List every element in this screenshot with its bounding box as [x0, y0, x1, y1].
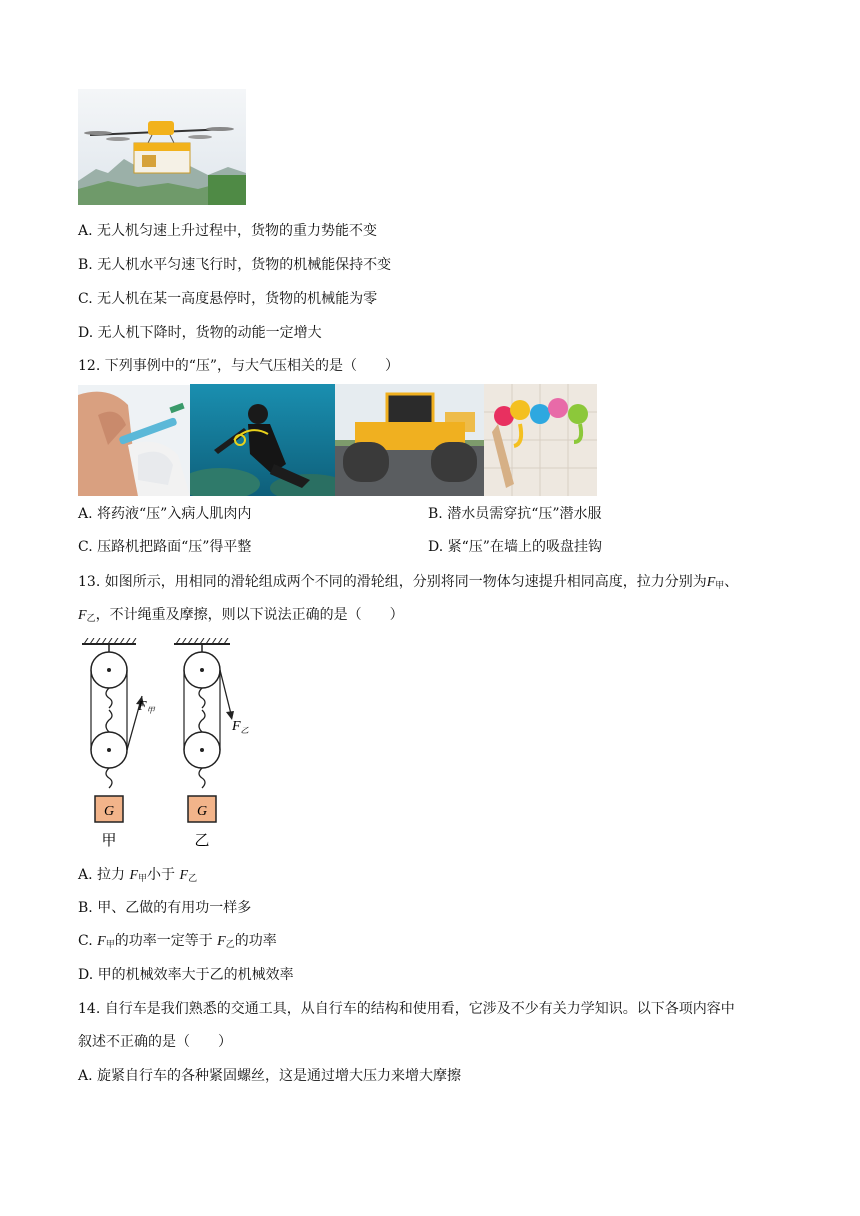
force-yi-label: $F_乙$ — [232, 719, 249, 735]
q13-option-c — [78, 931, 277, 955]
q13-opt-c-text3: 的功率 — [234, 933, 277, 949]
weight-jia: G — [103, 804, 115, 819]
q12-option-d: D. 紧“压”在墙上的吸盘挂钩 — [428, 539, 602, 555]
f-symbol: F — [129, 868, 139, 883]
pulley-diagram — [78, 638, 268, 852]
q14-stem-line2: 叙述不正确的是（ ） — [78, 1034, 232, 1050]
q13-opt-a-text1: A. 拉力 — [78, 867, 126, 883]
f-sub-yi: 乙 — [225, 940, 235, 950]
q13-option-b: B. 甲、乙做的有用功一样多 — [78, 900, 252, 916]
force-jia-label: $F_甲$ — [138, 699, 155, 715]
q12-option-c: C. 压路机把路面“压”得平整 — [78, 539, 252, 555]
f-sub-yi: 乙 — [86, 614, 96, 624]
q13-opt-c-text2: 的功率一定等于 — [114, 933, 213, 949]
q14-option-a: A. 旋紧自行车的各种紧固螺丝，这是通过增大压力来增大摩擦 — [78, 1068, 462, 1084]
q13-stem-text: 13. 如图所示，用相同的滑轮组成两个不同的滑轮组，分别将同一物体匀速提升相同高度，拉力分别为 — [78, 574, 707, 590]
q13-stem-line1 — [78, 572, 738, 596]
f-sub-jia: 甲 — [138, 874, 148, 884]
q12-option-a: A. 将药液“压”入病人肌肉内 — [78, 506, 252, 522]
q14-stem-line1: 14. 自行车是我们熟悉的交通工具，从自行车的结构和使用看，它涉及不少有关力学知识。以下各项内容中 — [78, 1001, 735, 1017]
diver-photo — [190, 384, 335, 496]
q12-option-b: B. 潜水员需穿抗“压”潜水服 — [428, 506, 602, 522]
q13-option-a — [78, 865, 197, 889]
label-jia: 甲 — [101, 833, 117, 849]
q13-stem-line2 — [78, 605, 404, 629]
injection-photo — [78, 385, 190, 496]
f-symbol: F — [217, 934, 226, 949]
f-symbol: F — [97, 934, 106, 949]
suction-hook-photo — [484, 384, 597, 496]
q11-option-d: D. 无人机下降时，货物的动能一定增大 — [78, 325, 322, 341]
drone-photo — [78, 89, 246, 205]
q11-option-b: B. 无人机水平匀速飞行时，货物的机械能保持不变 — [78, 257, 392, 273]
q11-option-c: C. 无人机在某一高度悬停时，货物的机械能为零 — [78, 291, 378, 307]
f-symbol: F — [706, 575, 716, 590]
weight-yi: G — [196, 804, 208, 819]
q11-option-a: A. 无人机匀速上升过程中，货物的重力势能不变 — [78, 223, 378, 239]
label-yi: 乙 — [194, 833, 210, 849]
q12-stem: 12. 下列事例中的“压”，与大气压相关的是（ ） — [78, 358, 400, 374]
f-symbol: F — [179, 868, 189, 883]
f-sub-jia: 甲 — [105, 940, 115, 950]
q13-option-d: D. 甲的机械效率大于乙的机械效率 — [78, 967, 294, 983]
q13-stem-text2: ，不计绳重及摩擦，则以下说法正确的是（ ） — [95, 607, 404, 623]
q13-opt-c-text1: C. — [78, 933, 93, 949]
f-sub-jia: 甲 — [715, 581, 725, 591]
q13-stem-sep: 、 — [724, 574, 739, 590]
q13-opt-a-text2: 小于 — [147, 867, 176, 883]
road-roller-photo — [335, 384, 484, 496]
f-symbol: F — [78, 608, 87, 623]
f-sub-yi: 乙 — [188, 874, 198, 884]
